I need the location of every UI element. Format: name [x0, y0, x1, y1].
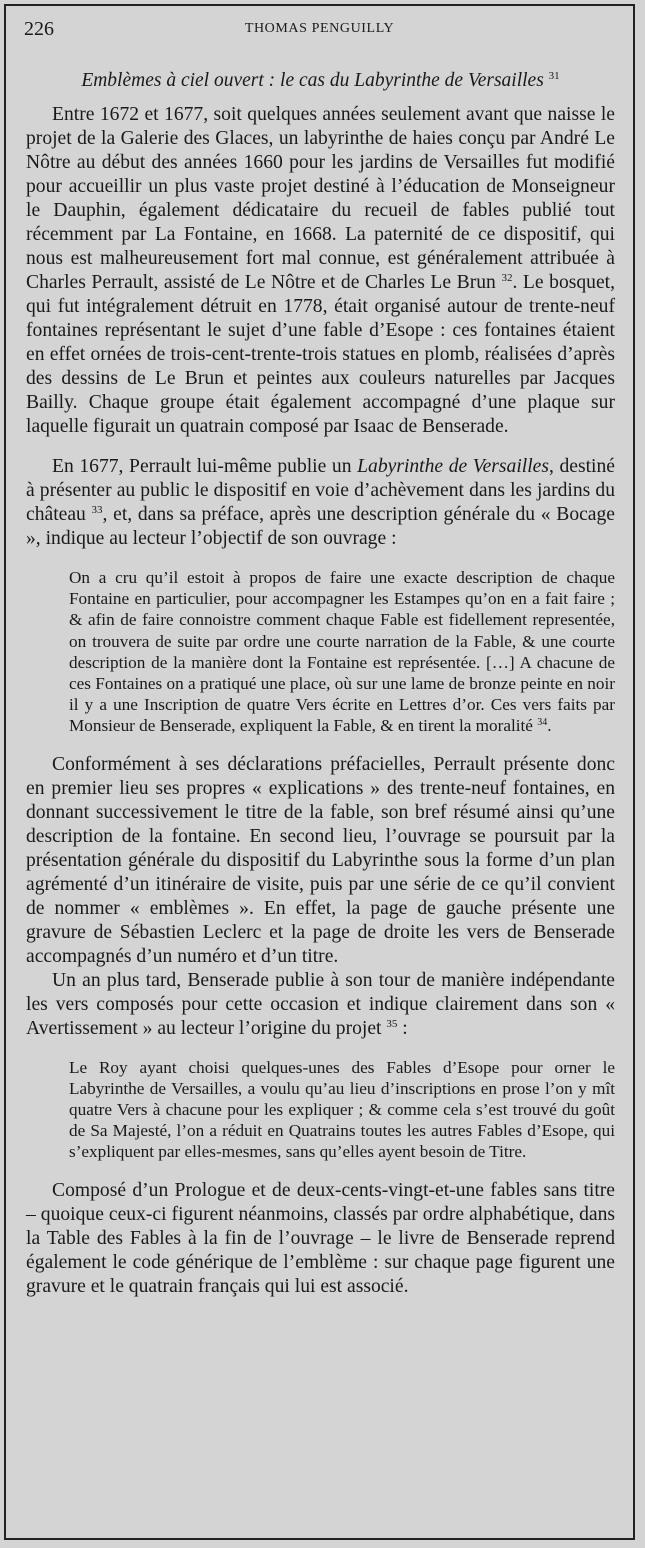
quotation-2: [69, 1057, 615, 1163]
page-header: [24, 18, 615, 42]
quotation-text: Le Roy ayant choisi quelques-unes des Fables d’Esope pour orner le Labyrinthe de Versailles, a voulu qu’au lieu d’inscriptions en prose l’on y mît quatre Vers à chacune pour les expliquer ; & comme cela s’est trouvé du goût de Sa Majesté, l’on a réduit en Quatrains toutes les autres Fables d’Esope, qui s’expliquent par elles-mesmes, sans qu’elles ayent besoin de Titre.: [69, 1057, 615, 1162]
paragraph-text: Un an plus tard, Benserade publie à son tour de manière indépendante les vers composés pour cette occasion et indique clairement dans son « Avertissement » au lecteur l’origine du projet: [26, 969, 615, 1039]
book-title: Labyrinthe de Versailles: [357, 456, 549, 477]
footnote-ref: 34: [537, 717, 548, 729]
quotation-1: [69, 567, 615, 737]
running-head: THOMAS PENGUILLY: [244, 21, 395, 36]
paragraph-text: :: [397, 1017, 408, 1039]
page-content: [26, 64, 615, 1299]
paragraph-text: , et, dans sa préface, après une description générale du « Bocage », indique au lecteur l’objectif de son ouvrage :: [26, 504, 615, 549]
footnote-ref: 35: [386, 1017, 398, 1030]
paragraph-text: . Le bosquet, qui fut intégralement détruit en 1778, était organisé autour de trente-neuf fontaines représentant le sujet d’une fable d’Esope : ces fontaines étaient en effet ornées de trois-cent-trente-trois statues en plomb, réalisées d’après des dessins de Le Brun et peintes aux couleurs naturelles par Jacques Bailly. Chaque groupe était également accompagné d’une plaque sur laquelle figurait un quatrain composé par Isaac de Benserade.: [26, 272, 616, 437]
paragraph-5: [26, 1179, 615, 1299]
paragraph-text: Conformément à ses déclarations préfacielles, Perrault présente donc en premier lieu ses propres « explications » des trente-neuf fontaines, en donnant successivement le titre de la fable, son bref résumé ainsi qu’une description de la fontaine. En second lieu, l’ouvrage se poursuit par la présentation générale du dispositif du Labyrinthe sous la forme d’un plan agrémenté d’un itinéraire de visite, puis par une série de ce qu’il convient de nommer « emblèmes ». En effet, la page de gauche présente une gravure de Sébastien Leclerc et la page de droite les vers de Benserade accompagnés d’un numéro et d’un titre.: [26, 753, 615, 967]
book-page: [4, 4, 635, 1540]
page-number: 226: [24, 18, 54, 40]
paragraph-3: [26, 753, 615, 969]
footnote-ref: 31: [548, 70, 560, 82]
section-title-text: Emblèmes à ciel ouvert : le cas du Labyrinthe de Versailles: [81, 70, 544, 91]
paragraph-text: En 1677, Perrault lui-même publie un: [52, 456, 358, 477]
paragraph-1: [26, 103, 615, 439]
paragraph-text: , destiné à présenter au public le dispositif en voie d’achèvement dans les jardins du château: [26, 456, 615, 525]
paragraph-text: Composé d’un Prologue et de deux-cents-vingt-et-une fables sans titre – quoique ceux-ci figurent néanmoins, classés par ordre alphabétique, dans la Table des Fables à la fin de l’ouvrage – le livre de Benserade reprend également le code générique de l’emblème : sur chaque page figurent une gravure et le quatrain français qui lui est associé.: [26, 1179, 615, 1297]
section-title: [26, 64, 615, 93]
paragraph-4: [26, 969, 615, 1041]
quotation-text: On a cru qu’il estoit à propos de faire une exacte description de chaque Fontaine en particulier, pour accompagner les Estampes qu’on en a fait faire ; & afin de faire connoistre comment chaque Fable est fidellement representée, on trouvera de suite par ordre une courte narration de la Fable, & une courte description de la manière dont la Fontaine est représentée. […] A chacune de ces Fontaines on a pratiqué une place, où sur une lame de bronze peinte en noir il y a une Inscription de quatre Vers écrite en Lettres d’or. Ces vers faits par Monsieur de Benserade, expliquent la Fable, & en tirent la moralité: [69, 568, 615, 736]
footnote-ref: 33: [91, 504, 103, 516]
paragraph-2: [26, 455, 615, 551]
paragraph-text: Entre 1672 et 1677, soit quelques années seulement avant que naisse le projet de la Galerie des Glaces, un labyrinthe de haies conçu par André Le Nôtre au début des années 1660 pour les jardins de Versailles fut modifié pour accueillir un plus vaste projet destiné à l’éducation de Monseigneur le Dauphin, également dédicataire du recueil de fables publié tout récemment par La Fontaine, en 1668. La paternité de ce dispositif, qui nous est malheureusement fort mal connue, est généralement attribuée à Charles Perrault, assisté de Le Nôtre et de Charles Le Brun: [26, 104, 615, 293]
footnote-ref: 32: [501, 272, 513, 284]
quotation-end: .: [547, 716, 552, 736]
